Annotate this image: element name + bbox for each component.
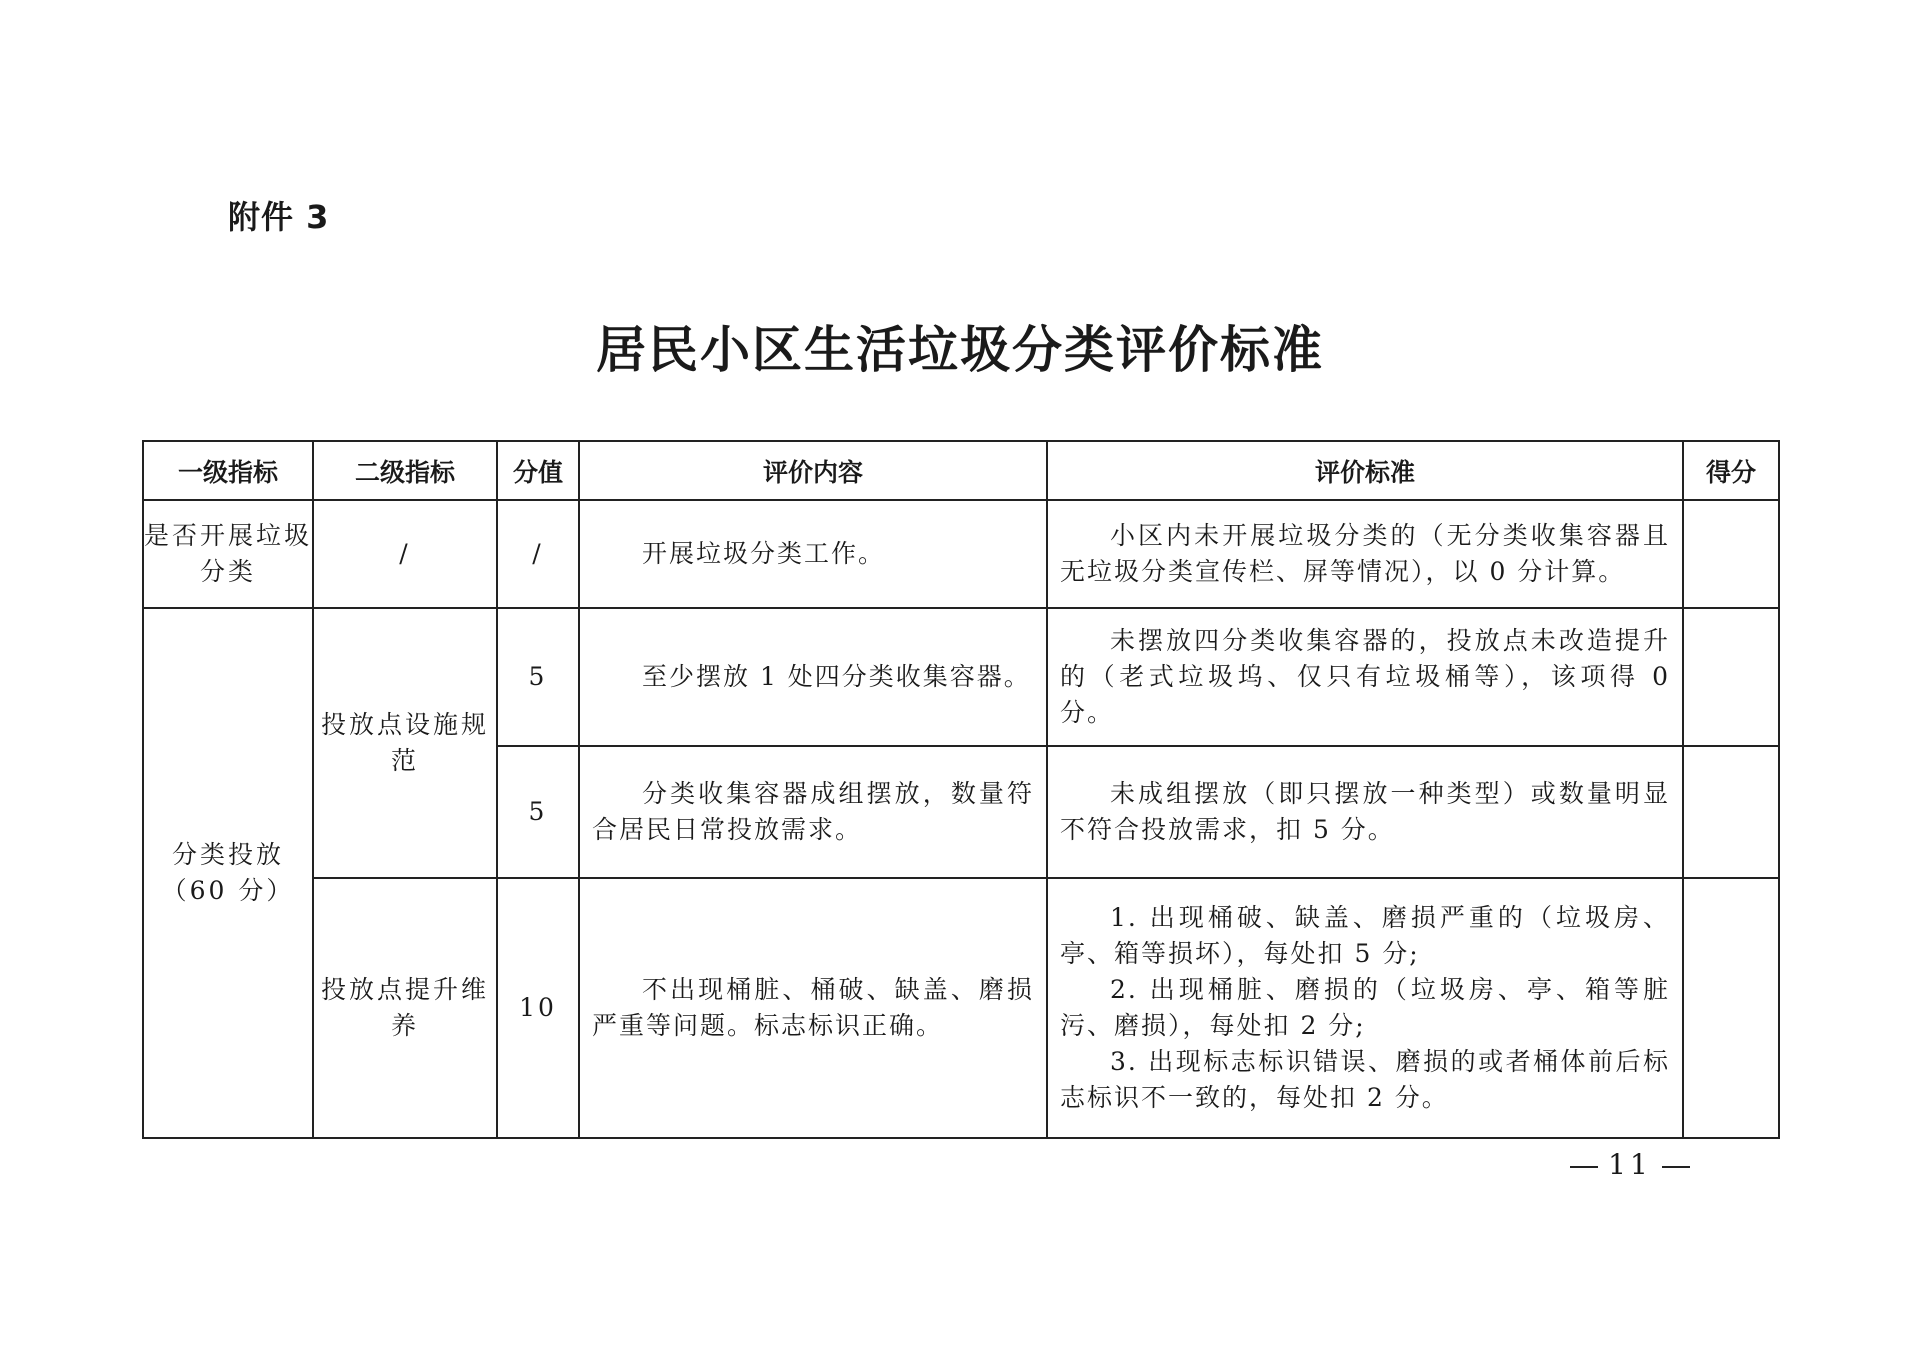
standard-item-3: 3. 出现标志标识错误、磨损的或者桶体前后标志标识不一致的，每处扣 2 分。 [1060,1047,1670,1112]
earned-score-cell[interactable] [1683,746,1779,878]
header-score: 分值 [497,441,579,500]
score-cell: 5 [497,608,579,746]
document-title: 居民小区生活垃圾分类评价标准 [596,320,1324,379]
page-dash-right [1662,1166,1690,1168]
table-header-row [143,441,1779,500]
header-standard: 评价标准 [1047,441,1683,500]
standard-cell [1047,500,1683,608]
level1-cell: 是否开展垃圾分类 [143,500,313,608]
level2-cell: / [313,500,497,608]
earned-score-cell[interactable] [1683,608,1779,746]
content-cell [579,878,1047,1138]
content-cell [579,746,1047,878]
standard-cell [1047,746,1683,878]
content-cell [579,500,1047,608]
page-number [1560,1148,1700,1181]
header-level1: 一级指标 [143,441,313,500]
content-text: 至少摆放 1 处四分类收集容器。 [642,662,1031,691]
level2-cell: 投放点提升维养 [313,878,497,1138]
standard-text: 未摆放四分类收集容器的，投放点未改造提升的（老式垃圾坞、仅只有垃圾桶等），该项得 0 分。 [1060,626,1670,727]
table-row [143,500,1779,608]
attachment-label: 附件 3 [228,198,330,236]
standard-item-1: 1. 出现桶破、缺盖、磨损严重的（垃圾房、亭、箱等损坏），每处扣 5 分; [1060,903,1670,968]
level1-cell: 分类投放（60 分） [143,608,313,1138]
standard-cell [1047,878,1683,1138]
content-cell [579,608,1047,746]
evaluation-criteria-table [142,440,1780,1139]
level2-cell: 投放点设施规范 [313,608,497,878]
score-cell: 5 [497,746,579,878]
standard-cell [1047,608,1683,746]
content-text: 不出现桶脏、桶破、缺盖、磨损严重等问题。标志标识正确。 [592,975,1034,1040]
page-number-value: 11 [1608,1148,1652,1181]
standard-text: 小区内未开展垃圾分类的（无分类收集容器且无垃圾分类宣传栏、屏等情况），以 0 分计算。 [1060,521,1670,586]
table-row [143,878,1779,1138]
standard-item-2: 2. 出现桶脏、磨损的（垃圾房、亭、箱等脏污、磨损），每处扣 2 分; [1060,975,1670,1040]
score-cell: 10 [497,878,579,1138]
standard-text: 未成组摆放（即只摆放一种类型）或数量明显不符合投放需求，扣 5 分。 [1060,779,1670,844]
header-content: 评价内容 [579,441,1047,500]
earned-score-cell[interactable] [1683,500,1779,608]
header-level2: 二级指标 [313,441,497,500]
table-row [143,608,1779,746]
score-cell: / [497,500,579,608]
earned-score-cell[interactable] [1683,878,1779,1138]
content-text: 开展垃圾分类工作。 [642,539,886,568]
header-earned: 得分 [1683,441,1779,500]
page-dash-left [1570,1166,1598,1168]
content-text: 分类收集容器成组摆放，数量符合居民日常投放需求。 [592,779,1034,844]
